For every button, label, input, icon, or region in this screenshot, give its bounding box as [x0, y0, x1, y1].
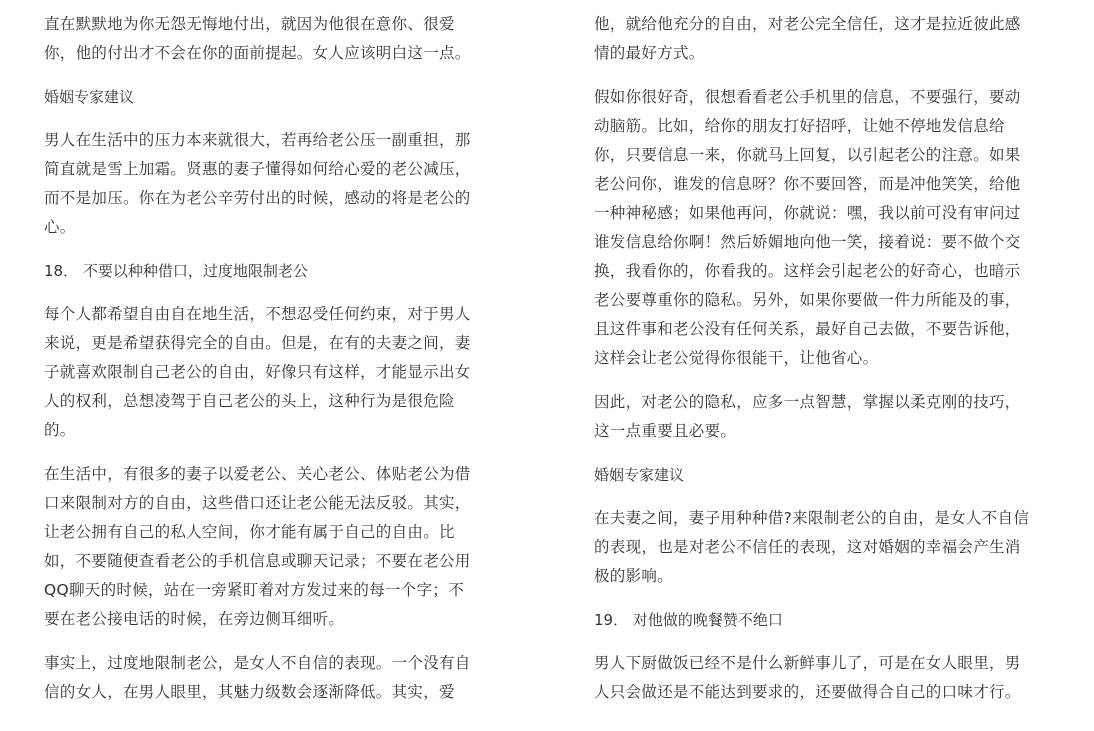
right-column	[594, 10, 1036, 707]
paragraph: 事实上，过度地限制老公，是女人不自信的表现。一个没有自 信的女人，在男人眼里，其魅力级数会逐渐降低。其实，爱	[44, 654, 471, 701]
paragraph: 因此，对老公的隐私，应多一点智慧，掌握以柔克刚的技巧， 这一点重要且必要。	[594, 393, 1021, 440]
paragraph: 他，就给他充分的自由，对老公完全信任，这才是拉近彼此感 情的最好方式。	[594, 15, 1021, 62]
paragraph: 每个人都希望自由自在地生活，不想忍受任何约束，对于男人 来说，更是希望获得完全的自由。但是，在有的夫妻之间，妻 子就喜欢限制自己老公的自由，好像只有这样，才能显示出女 人的权利，总想凌驾于自己老公的头上，这种行为是很危险 的。	[44, 305, 471, 439]
left-column	[44, 10, 480, 707]
section-heading: 婚姻专家建议	[44, 88, 135, 106]
paragraph: 男人下厨做饭已经不是什么新鲜事儿了，可是在女人眼里，男 人只会做还是不能达到要求的，还要做得合自己的口味才行。	[594, 654, 1021, 701]
paragraph: 在生活中，有很多的妻子以爱老公、关心老公、体贴老公为借 口来限制对方的自由，这些借口还让老公能无法反驳。其实， 让老公拥有自己的私人空间，你才能有属于自己的自由。比 如，不要随便查看老公的手机信息或聊天记录；不要在老公用 QQ聊天的时候，站在一旁紧盯着对方发过来的每一个字；不 要在老公接电话的时候，在旁边侧耳细听。	[44, 465, 471, 628]
paragraph: 男人在生活中的压力本来就很大，若再给老公压一副重担，那 简直就是雪上加霜。贤惠的妻子懂得如何给心爱的老公减压， 而不是加压。你在为老公辛劳付出的时候，感动的将是老公的 心。	[44, 131, 471, 236]
section-heading: 婚姻专家建议	[594, 466, 685, 484]
paragraph: 假如你很好奇，很想看看老公手机里的信息，不要强行，要动 动脑筋。比如，给你的朋友打好招呼，让她不停地发信息给 你，只要信息一来，你就马上回复，以引起老公的注意。如果 老公问你，谁发的信息呀？你不要回答，而是冲他笑笑，给他 一种神秘感；如果他再问，你就说：嘿，我以前可没有审问过 谁发信息给你啊！然后娇媚地向他一笑，接着说：要不做个交 换，我看你的，你看我的。这样会引起老公的好奇心，也暗示 老公要尊重你的隐私。另外，如果你要做一件力所能及的事， 且这件事和老公没有任何关系，最好自己去做，不要告诉他， 这样会让老公觉得你很能干，让他省心。	[594, 88, 1021, 367]
section-heading: 18． 不要以种种借口，过度地限制老公	[44, 262, 308, 280]
paragraph: 直在默默地为你无怨无悔地付出，就因为他很在意你、很爱 你，他的付出才不会在你的面前提起。女人应该明白这一点。	[44, 15, 471, 62]
section-heading: 19． 对他做的晚餐赞不绝口	[594, 611, 783, 629]
paragraph: 在夫妻之间，妻子用种种借?来限制老公的自由，是女人不自信 的表现，也是对老公不信任的表现，这对婚姻的幸福会产生消 极的影响。	[594, 509, 1030, 585]
